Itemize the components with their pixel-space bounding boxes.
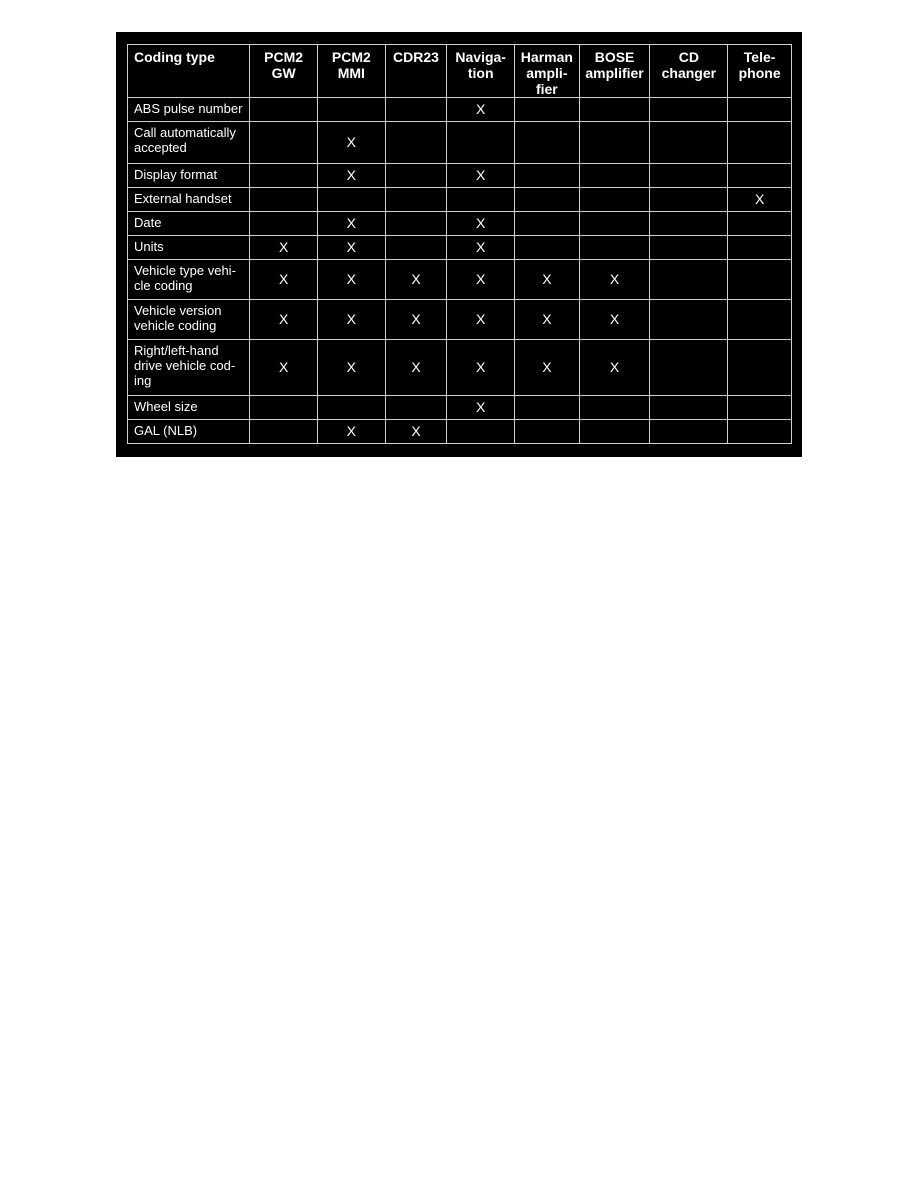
table-cell <box>650 188 728 212</box>
table-cell <box>447 122 515 164</box>
row-label <box>128 236 250 260</box>
table-cell <box>515 236 580 260</box>
cell-value: X <box>542 311 552 327</box>
column-header <box>447 45 515 98</box>
table-row <box>128 98 792 122</box>
table-cell <box>250 188 318 212</box>
column-header-text: CDR23 <box>393 49 439 65</box>
table-cell <box>447 420 515 444</box>
table-cell <box>515 212 580 236</box>
cell-value: X <box>476 101 486 117</box>
table-cell <box>385 396 447 420</box>
table-row <box>128 236 792 260</box>
cell-value: X <box>476 167 486 183</box>
column-header-text: Coding type <box>134 49 215 65</box>
table-cell <box>385 122 447 164</box>
table-cell <box>650 260 728 300</box>
cell-value: X <box>476 239 486 255</box>
table-row <box>128 212 792 236</box>
table-cell <box>515 396 580 420</box>
table-cell <box>579 122 650 164</box>
table-cell <box>650 236 728 260</box>
table-cell <box>728 122 792 164</box>
cell-value: X <box>542 271 552 287</box>
row-label-text: drive vehicle cod- <box>134 358 236 373</box>
table-cell <box>515 164 580 188</box>
table-cell <box>385 212 447 236</box>
table-row <box>128 396 792 420</box>
cell-value: X <box>542 359 552 375</box>
cell-value: X <box>609 271 620 287</box>
column-header <box>728 45 792 98</box>
row-label-text: cle coding <box>134 278 193 293</box>
row-label-text: External handset <box>134 191 232 206</box>
table-cell <box>579 164 650 188</box>
column-header-text: changer <box>661 65 717 81</box>
table-cell <box>650 122 728 164</box>
table-cell <box>650 396 728 420</box>
table-row <box>128 164 792 188</box>
table-cell <box>317 212 385 236</box>
column-header-text: Harman <box>520 49 573 65</box>
cell-value: X <box>754 191 765 207</box>
cell-value: X <box>346 134 356 150</box>
table-cell <box>650 420 728 444</box>
table-cell <box>317 122 385 164</box>
table-cell <box>728 212 792 236</box>
table-cell <box>317 164 385 188</box>
row-label-text: accepted <box>134 140 187 155</box>
table-cell <box>447 236 515 260</box>
table-cell <box>650 300 728 340</box>
row-label-text: Vehicle version <box>134 303 222 318</box>
cell-value: X <box>278 311 289 327</box>
table-row <box>128 260 792 300</box>
cell-value: X <box>346 215 356 231</box>
table-cell <box>250 164 318 188</box>
table-cell <box>650 164 728 188</box>
table-cell <box>650 340 728 396</box>
cell-value: X <box>476 215 486 231</box>
table-cell <box>650 98 728 122</box>
table-row <box>128 300 792 340</box>
table-cell <box>728 260 792 300</box>
table-cell <box>385 340 447 396</box>
table-cell <box>515 122 580 164</box>
table-cell <box>728 396 792 420</box>
table-cell <box>250 300 318 340</box>
row-label-text: Display format <box>134 167 218 182</box>
table-cell <box>250 98 318 122</box>
row-label <box>128 396 250 420</box>
table-cell <box>728 164 792 188</box>
cell-value: X <box>411 359 421 375</box>
row-label <box>128 260 250 300</box>
cell-value: X <box>346 271 356 287</box>
cell-value: X <box>278 359 289 375</box>
table-cell <box>250 340 318 396</box>
row-label-text: Wheel size <box>134 399 198 414</box>
table-cell <box>385 300 447 340</box>
column-header-coding-type <box>128 45 250 98</box>
table-cell <box>515 300 580 340</box>
row-label-text: Right/left-hand <box>134 343 219 358</box>
cell-value: X <box>278 239 289 255</box>
table-cell <box>317 396 385 420</box>
table-cell <box>515 98 580 122</box>
row-label-text: Vehicle type vehi- <box>134 263 236 278</box>
table-cell <box>515 420 580 444</box>
column-header-text: fier <box>535 81 558 97</box>
table-row <box>128 188 792 212</box>
column-header-text: CD <box>678 49 699 65</box>
table-cell <box>579 396 650 420</box>
table-cell <box>579 212 650 236</box>
table-cell <box>728 340 792 396</box>
table-cell <box>579 420 650 444</box>
table-cell <box>728 420 792 444</box>
table-cell <box>250 236 318 260</box>
column-header <box>579 45 650 98</box>
table-cell <box>515 260 580 300</box>
cell-value: X <box>411 311 421 327</box>
table-cell <box>250 396 318 420</box>
row-label <box>128 420 250 444</box>
table-cell <box>250 420 318 444</box>
table-cell <box>317 340 385 396</box>
table-cell <box>579 98 650 122</box>
row-label <box>128 212 250 236</box>
table-cell <box>579 188 650 212</box>
cell-value: X <box>346 311 356 327</box>
table-cell <box>385 236 447 260</box>
row-label <box>128 300 250 340</box>
table-cell <box>728 300 792 340</box>
table-cell <box>385 98 447 122</box>
cell-value: X <box>476 359 486 375</box>
table-cell <box>317 300 385 340</box>
column-header-text: phone <box>738 65 781 81</box>
column-header-text: Naviga- <box>455 49 506 65</box>
cell-value: X <box>476 311 486 327</box>
column-header-text: GW <box>271 65 296 81</box>
table-cell <box>447 396 515 420</box>
column-header <box>385 45 447 98</box>
table-cell <box>515 188 580 212</box>
table-cell <box>579 300 650 340</box>
table-cell <box>447 98 515 122</box>
row-label <box>128 188 250 212</box>
column-header-text: BOSE <box>594 49 635 65</box>
column-header-text: tion <box>467 65 494 81</box>
row-label-text: Units <box>134 239 164 254</box>
cell-value: X <box>609 311 620 327</box>
table-cell <box>250 212 318 236</box>
table-row <box>128 122 792 164</box>
table-body <box>128 98 792 444</box>
table-cell <box>447 188 515 212</box>
table-row <box>128 420 792 444</box>
cell-value: X <box>346 359 356 375</box>
cell-value: X <box>346 423 356 439</box>
cell-value: X <box>346 239 356 255</box>
row-label-text: GAL (NLB) <box>134 423 198 438</box>
column-header <box>250 45 318 98</box>
cell-value: X <box>476 271 486 287</box>
cell-value: X <box>476 399 486 415</box>
table-cell <box>515 340 580 396</box>
cell-value: X <box>411 423 421 439</box>
table-cell <box>447 260 515 300</box>
column-header-text: ampli- <box>526 65 568 81</box>
coding-type-table <box>127 44 792 444</box>
table-cell <box>385 164 447 188</box>
table-cell <box>579 340 650 396</box>
cell-value: X <box>609 359 620 375</box>
table-cell <box>447 300 515 340</box>
row-label-text: vehicle coding <box>134 318 217 333</box>
table-cell <box>447 164 515 188</box>
table-cell <box>385 420 447 444</box>
table-cell <box>579 260 650 300</box>
column-header-text: PCM2 <box>264 49 304 65</box>
row-label <box>128 122 250 164</box>
table-cell <box>250 260 318 300</box>
column-header-text: amplifier <box>585 65 644 81</box>
table-cell <box>728 236 792 260</box>
cell-value: X <box>278 271 289 287</box>
row-label <box>128 98 250 122</box>
table-cell <box>317 236 385 260</box>
column-header-text: MMI <box>337 65 365 81</box>
column-header-text: Tele- <box>743 49 776 65</box>
row-label-text: ing <box>134 373 152 388</box>
row-label <box>128 340 250 396</box>
column-header <box>515 45 580 98</box>
cell-value: X <box>346 167 356 183</box>
row-label-text: ABS pulse number <box>134 101 243 116</box>
table-cell <box>317 260 385 300</box>
table-cell <box>317 188 385 212</box>
table-cell <box>317 420 385 444</box>
table-cell <box>728 188 792 212</box>
coding-table-panel <box>116 32 802 457</box>
column-header <box>317 45 385 98</box>
table-cell <box>447 340 515 396</box>
cell-value: X <box>411 271 421 287</box>
table-cell <box>650 212 728 236</box>
row-label-text: Call automatically <box>134 125 236 140</box>
table-header-row <box>128 45 792 98</box>
table-row <box>128 340 792 396</box>
row-label <box>128 164 250 188</box>
table-cell <box>250 122 318 164</box>
table-cell <box>385 260 447 300</box>
row-label-text: Date <box>134 215 162 230</box>
table-cell <box>728 98 792 122</box>
table-cell <box>579 236 650 260</box>
column-header-text: PCM2 <box>331 49 371 65</box>
table-cell <box>317 98 385 122</box>
table-cell <box>447 212 515 236</box>
table-cell <box>385 188 447 212</box>
column-header <box>650 45 728 98</box>
